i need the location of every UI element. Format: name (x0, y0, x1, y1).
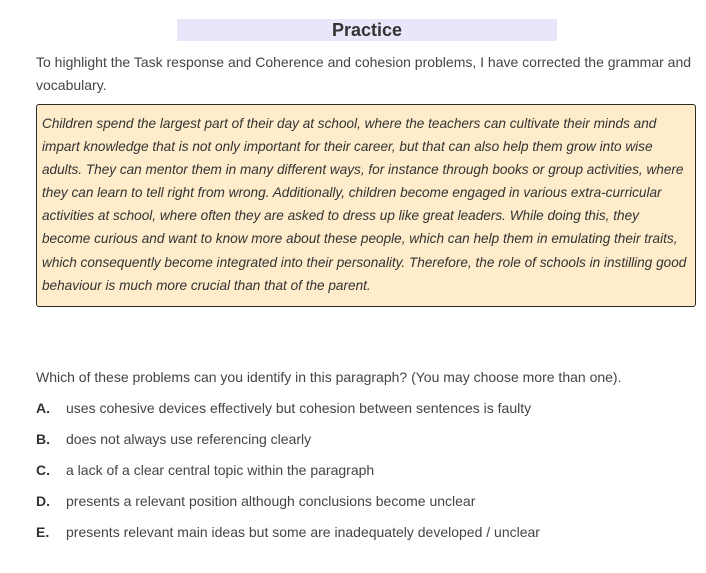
page-title: Practice (331, 20, 403, 40)
option-e[interactable] (36, 522, 696, 553)
option-d[interactable] (36, 491, 696, 522)
option-letter: A. (36, 400, 50, 416)
option-text: a lack of a clear central topic within the paragraph (66, 462, 375, 478)
intro-text: To highlight the Task response and Coherence and cohesion problems, I have corrected the grammar and vocabulary. (36, 54, 692, 93)
option-letter: B. (36, 431, 50, 447)
option-letter: C. (36, 462, 50, 478)
question-prompt: Which of these problems can you identify in this paragraph? (You may choose more than one). (36, 369, 622, 385)
answer-options-list (36, 398, 696, 553)
option-c[interactable] (36, 460, 696, 491)
option-letter: E. (36, 524, 50, 540)
page-title-banner (177, 19, 557, 41)
option-b[interactable] (36, 429, 696, 460)
option-letter: D. (36, 493, 50, 509)
example-paragraph-box: Children spend the largest part of their day at school, where the teachers can cultivate their minds and impart knowledge that is not only important for their career, but that can also help them grow into wise adults. They can mentor them in many different ways, for instance through books or group activities, where they can learn to tell right from wrong. Additionally, children become engaged in various extra-curricular activities at school, where often they are asked to dress up like great leaders. While doing this, they become curious and want to know more about these people, which can help them in emulating their traits, which consequently become integrated into their personality. Therefore, the role of schools in instilling good behaviour is much more crucial than that of the parent. (36, 104, 696, 307)
option-text: presents relevant main ideas but some are inadequately developed / unclear (66, 524, 540, 540)
option-text: presents a relevant position although conclusions become unclear (66, 493, 476, 509)
option-text: does not always use referencing clearly (66, 431, 312, 447)
option-text: uses cohesive devices effectively but cohesion between sentences is faulty (66, 400, 532, 416)
option-a[interactable] (36, 398, 696, 429)
